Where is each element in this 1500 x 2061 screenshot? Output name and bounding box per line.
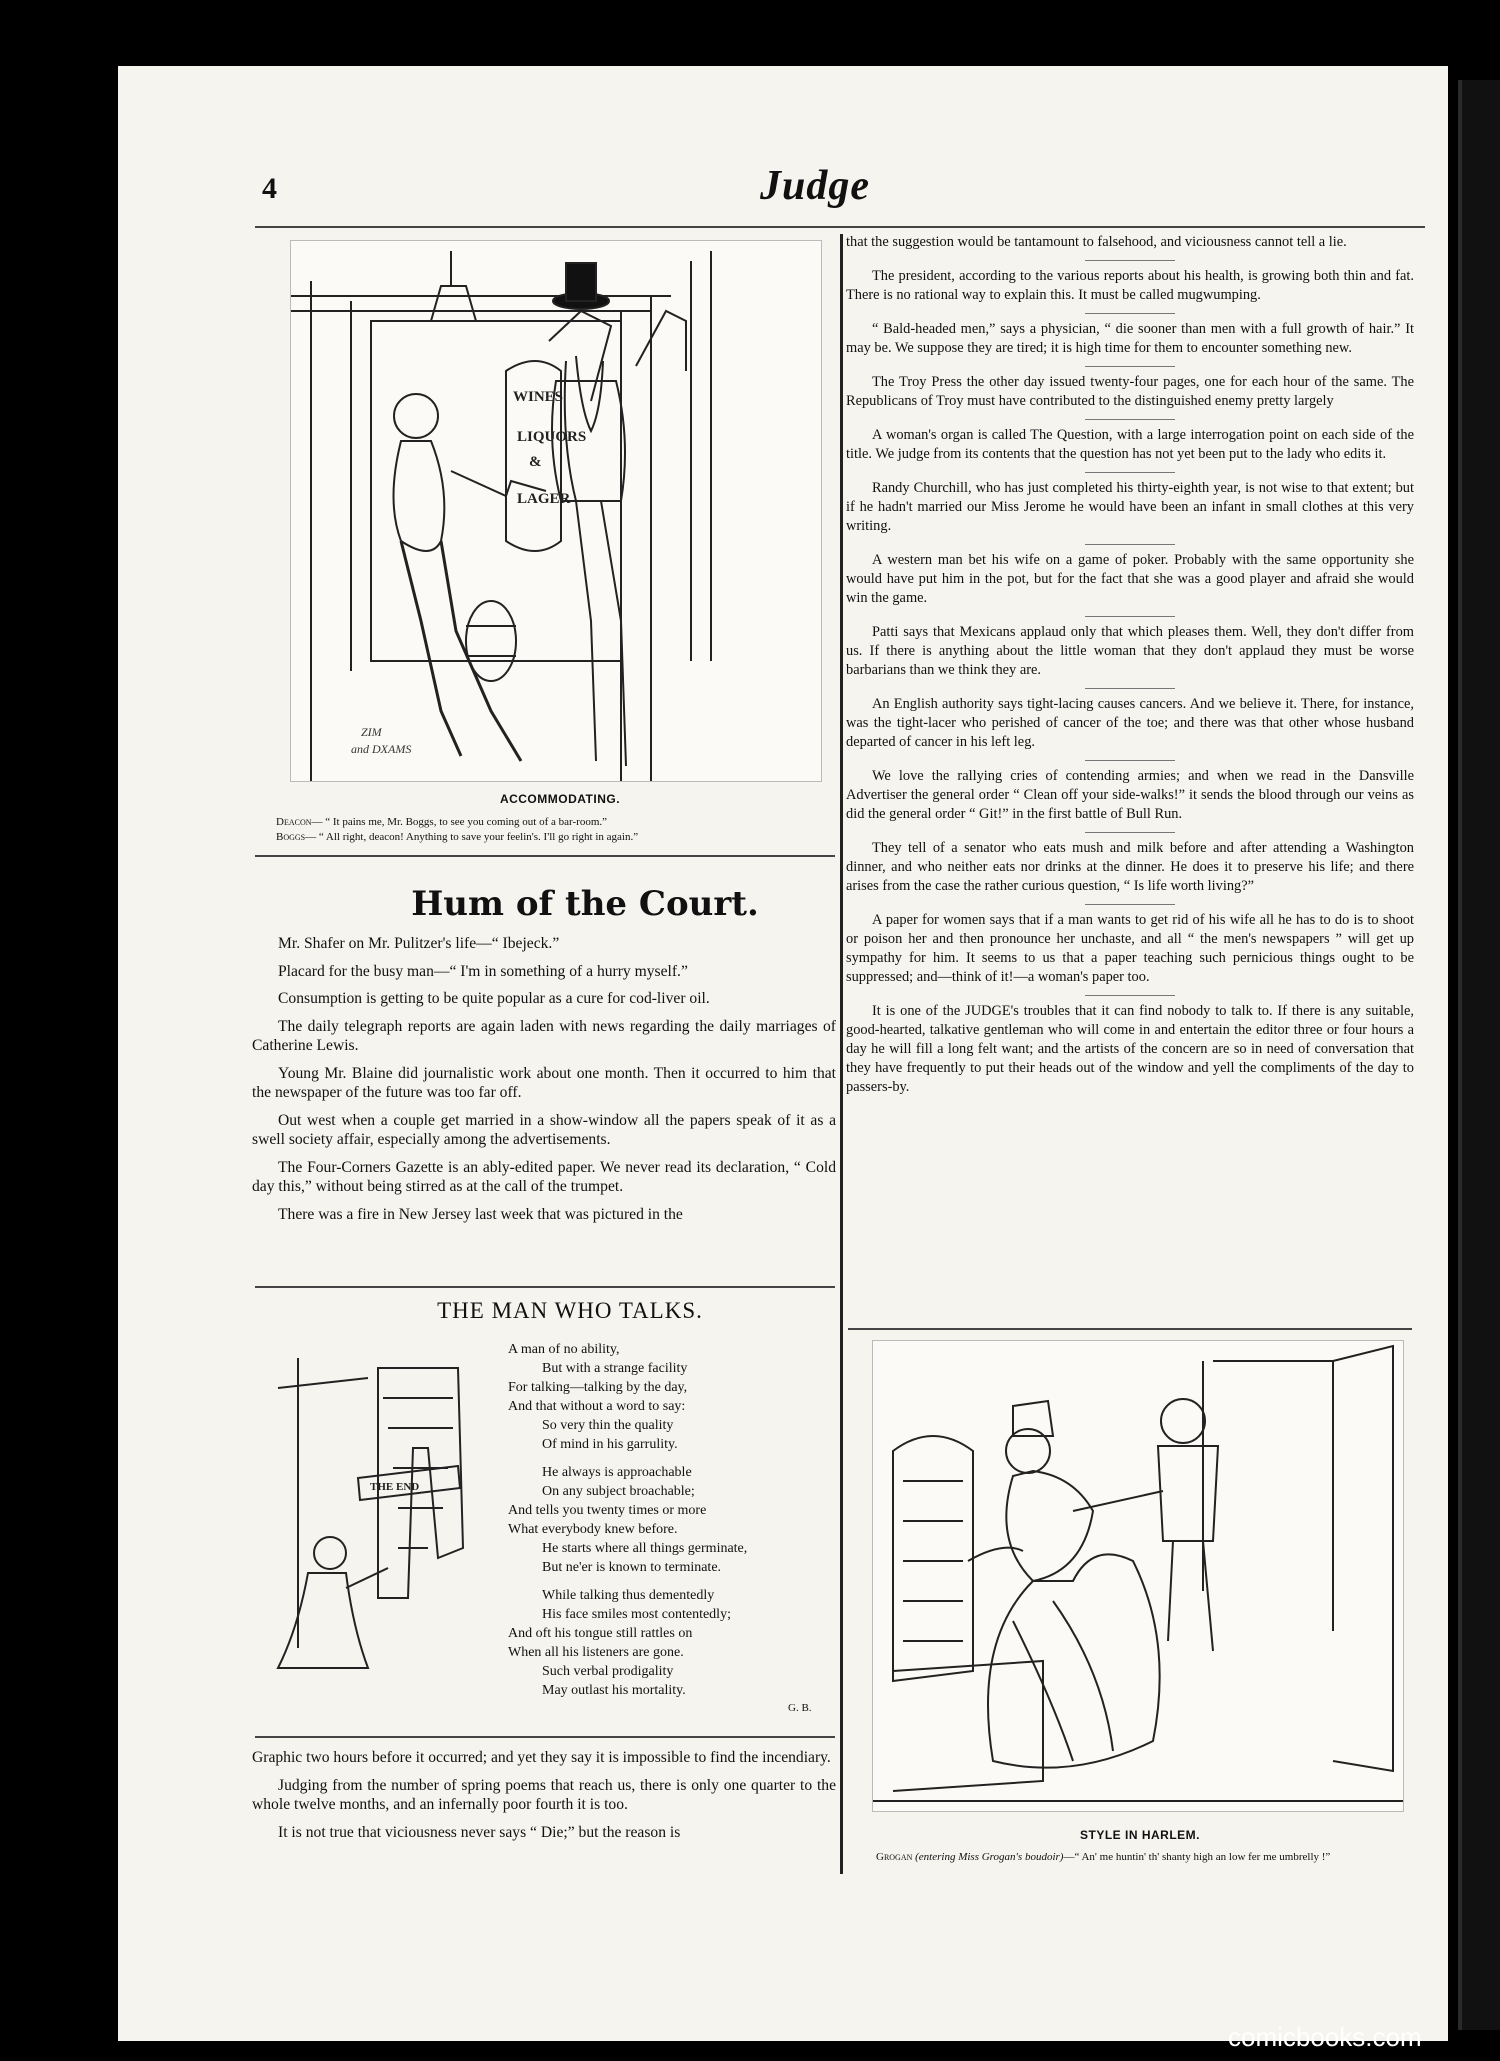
paragraph-separator	[1085, 544, 1175, 545]
stage-direction: (entering Miss Grogan's boudoir)	[915, 1851, 1064, 1863]
left-column-text	[252, 934, 836, 1232]
dialogue-line: —“ An' me huntin' th' shanty high an low fer me umbrelly !”	[1063, 1851, 1331, 1863]
dialogue-line: “ All right, deacon! Anything to save your feelin's. I'll go right in again.”	[318, 831, 639, 843]
poem-stanza	[508, 1340, 808, 1454]
paragraph: They tell of a senator who eats mush and milk before and after attending a Washington dinner, and who neither eats nor drinks at the dinner. He does it to preserve his life; and there arises from the case the rather curious question, “ Is life worth living?”	[846, 840, 1414, 894]
paragraph: Mr. Shafer on Mr. Pulitzer's life—“ Ibejeck.”	[278, 935, 560, 952]
talker-illustration	[258, 1348, 498, 1688]
poem-line: But ne'er is known to terminate.	[542, 1560, 722, 1575]
style-in-harlem-cartoon	[872, 1340, 1404, 1812]
right-column-text	[846, 233, 1414, 1105]
accommodating-cartoon	[290, 240, 822, 782]
poem-line: A man of no ability,	[508, 1342, 620, 1357]
artist-signature: ZIM	[361, 725, 382, 739]
poem-line: Such verbal prodigality	[542, 1664, 674, 1679]
poem-line: While talking thus dementedly	[542, 1588, 715, 1603]
poem-line: And oft his tongue still rattles on	[508, 1626, 693, 1641]
poem-line: What everybody knew before.	[508, 1522, 678, 1537]
paragraph-separator	[1085, 995, 1175, 996]
paragraph: Out west when a couple get married in a show-window all the papers speak of it as a swell society affair, especially among the advertisements.	[252, 1111, 836, 1148]
artist-signature: and DXAMS	[351, 742, 412, 756]
paragraph: “ Bald-headed men,” says a physician, “ die sooner than men with a full growth of hair.” It may be. We suppose they are tired; it is high time for them to encounter something new.	[846, 321, 1414, 356]
poem-line: For talking—talking by the day,	[508, 1380, 688, 1395]
paragraph: The Four-Corners Gazette is an ably-edited paper. We never read its declaration, “ Cold day this,” without being stirred as at the call of the trumpet.	[252, 1158, 836, 1195]
poem-title: THE MAN WHO TALKS.	[437, 1298, 703, 1323]
poem-body	[508, 1340, 808, 1709]
paragraph: that the suggestion would be tantamount to falsehood, and viciousness cannot tell a lie.	[846, 234, 1347, 250]
paragraph: Patti says that Mexicans applaud only that which pleases them. Well, they don't differ from us. If there is anything about the little woman that they don't applaud they must be worse barbarians than we think they are.	[846, 624, 1414, 678]
poem-stanza	[508, 1463, 808, 1577]
cartoon-caption: STYLE IN HARLEM.	[1079, 1828, 1200, 1842]
section-rule	[255, 1736, 835, 1738]
paragraph-separator	[1085, 366, 1175, 367]
paragraph: A western man bet his wife on a game of poker. Probably with the same opportunity she would have put him in the pot, but for the fact that she was a good player and afraid she would win the game.	[846, 552, 1414, 606]
left-column-continuation	[252, 1748, 836, 1850]
paragraph: The president, according to the various reports about his health, is growing both thin and fat. There is no rational way to explain this. It must be called mugwumping.	[846, 268, 1414, 303]
cartoon-dialogue: Deacon— “ It pains me, Mr. Boggs, to see you coming out of a bar-room.” Boggs— “ All right, deacon! Anything to save your feelin's. I'll go right in again.”	[276, 816, 639, 843]
paragraph: A paper for women says that if a man wants to get rid of his wife all he has to do is to shoot or poison her and then pronounce her unchaste, and all “ the men's newspapers ” will get up sympathy for him. It seems to us that a paper teaching such pernicious things ought to be suppressed; and—think of it!—a woman's paper too.	[846, 912, 1414, 985]
section-rule	[255, 1286, 835, 1288]
poem-line: His face smiles most contentedly;	[542, 1607, 731, 1622]
adjacent-page-edge	[1458, 80, 1500, 2030]
masthead-title: Judge	[760, 163, 870, 209]
talker-drawing	[258, 1348, 498, 1688]
paragraph: It is one of the JUDGE's troubles that it can find nobody to talk to. If there is any suitable, good-hearted, talkative gentleman who will come in and entertain the editor three or four hours a day he will fill a long felt want; and the artists of the concern are so in need of conversation that they have frequently to put their heads out of the window and yell the compliments of the day to passers-by.	[846, 1003, 1414, 1095]
section-heading: Hum of the Court.	[411, 884, 759, 924]
poem-line: Of mind in his garrulity.	[542, 1437, 678, 1452]
poem-stanza	[508, 1586, 808, 1700]
paragraph-separator	[1085, 419, 1175, 420]
poem-line: And that without a word to say:	[508, 1399, 686, 1414]
paragraph-separator	[1085, 313, 1175, 314]
watermark: comicbooks.com	[1228, 2022, 1422, 2052]
paragraph: Young Mr. Blaine did journalistic work about one month. Then it occurred to him that the newspaper of the future was too far off.	[252, 1064, 836, 1101]
paragraph: The Troy Press the other day issued twenty-four pages, one for each hour of the same. The Republicans of Troy must have contributed to the distinguished enemy pretty largely	[846, 374, 1414, 409]
paragraph: Placard for the busy man—“ I'm in something of a hurry myself.”	[278, 962, 688, 980]
sign-text: THE END	[370, 1481, 420, 1493]
poem-line: He starts where all things germinate,	[542, 1541, 748, 1556]
paragraph: We love the rallying cries of contending armies; and when we read in the Dansville Advertiser the general order “ Clean off your side-walks!” it sends the blood through our veins as did the general order “ Git!” in the first battle of Bull Run.	[846, 768, 1414, 822]
style-in-harlem-illustration	[873, 1341, 1403, 1811]
poem-line: He always is approachable	[542, 1465, 692, 1480]
paragraph-separator	[1085, 832, 1175, 833]
poem-signature: G. B.	[788, 1702, 812, 1714]
poem-line: When all his listeners are gone.	[508, 1645, 684, 1660]
sign-text: LIQUORS	[517, 429, 587, 445]
paragraph: It is not true that viciousness never says “ Die;” but the reason is	[278, 1823, 681, 1841]
header-rule	[255, 226, 1425, 228]
poem-line: And tells you twenty times or more	[508, 1503, 707, 1518]
cartoon-dialogue	[876, 1850, 1416, 1865]
poem-line: May outlast his mortality.	[542, 1683, 686, 1698]
paragraph: A woman's organ is called The Question, with a large interrogation point on each side of the title. We judge from its contents that the question has not yet been put to the lady who edits it.	[846, 427, 1414, 462]
speaker-name: Grogan	[876, 1851, 913, 1863]
paragraph-separator	[1085, 616, 1175, 617]
sign-text: &	[529, 454, 542, 470]
section-rule	[255, 855, 835, 857]
poem-line: So very thin the quality	[542, 1418, 674, 1433]
speaker-name: Deacon	[276, 816, 312, 828]
paragraph: Randy Churchill, who has just completed his thirty-eighth year, is not wise to that extent; but if he hadn't married our Miss Jerome he would have been an infant in small clothes at this very writing.	[846, 480, 1414, 534]
paragraph: Judging from the number of spring poems that reach us, there is only one quarter to the whole twelve months, and an infernally poor fourth it is too.	[252, 1776, 836, 1813]
page-number: 4	[262, 172, 277, 205]
dialogue-line: “ It pains me, Mr. Boggs, to see you coming out of a bar-room.”	[325, 816, 608, 828]
paragraph: Consumption is getting to be quite popular as a cure for cod-liver oil.	[278, 990, 710, 1007]
paragraph-separator	[1085, 260, 1175, 261]
paragraph: There was a fire in New Jersey last week that was pictured in the	[278, 1205, 683, 1223]
column-divider	[840, 234, 843, 1874]
section-rule	[848, 1328, 1412, 1330]
accommodating-illustration	[291, 241, 821, 781]
paragraph-separator	[1085, 688, 1175, 689]
speaker-name: Boggs	[276, 831, 306, 843]
sign-text: LAGER	[517, 491, 571, 507]
paragraph-separator	[1085, 472, 1175, 473]
poem-line: But with a strange facility	[542, 1361, 688, 1376]
sign-text: WINES	[513, 389, 564, 405]
cartoon-caption: ACCOMMODATING.	[499, 792, 621, 806]
paragraph: Graphic two hours before it occurred; and yet they say it is impossible to find the incendiary.	[252, 1749, 831, 1766]
poem-line: On any subject broachable;	[542, 1484, 695, 1499]
paragraph-separator	[1085, 760, 1175, 761]
paragraph-separator	[1085, 904, 1175, 905]
paragraph: An English authority says tight-lacing causes cancers. And we believe it. There, for instance, was the tight-lacer who perished of cancer of the toe; and there was that other whose husband departed of cancer in his left leg.	[846, 696, 1414, 750]
paragraph: The daily telegraph reports are again laden with news regarding the daily marriages of Catherine Lewis.	[252, 1017, 836, 1054]
